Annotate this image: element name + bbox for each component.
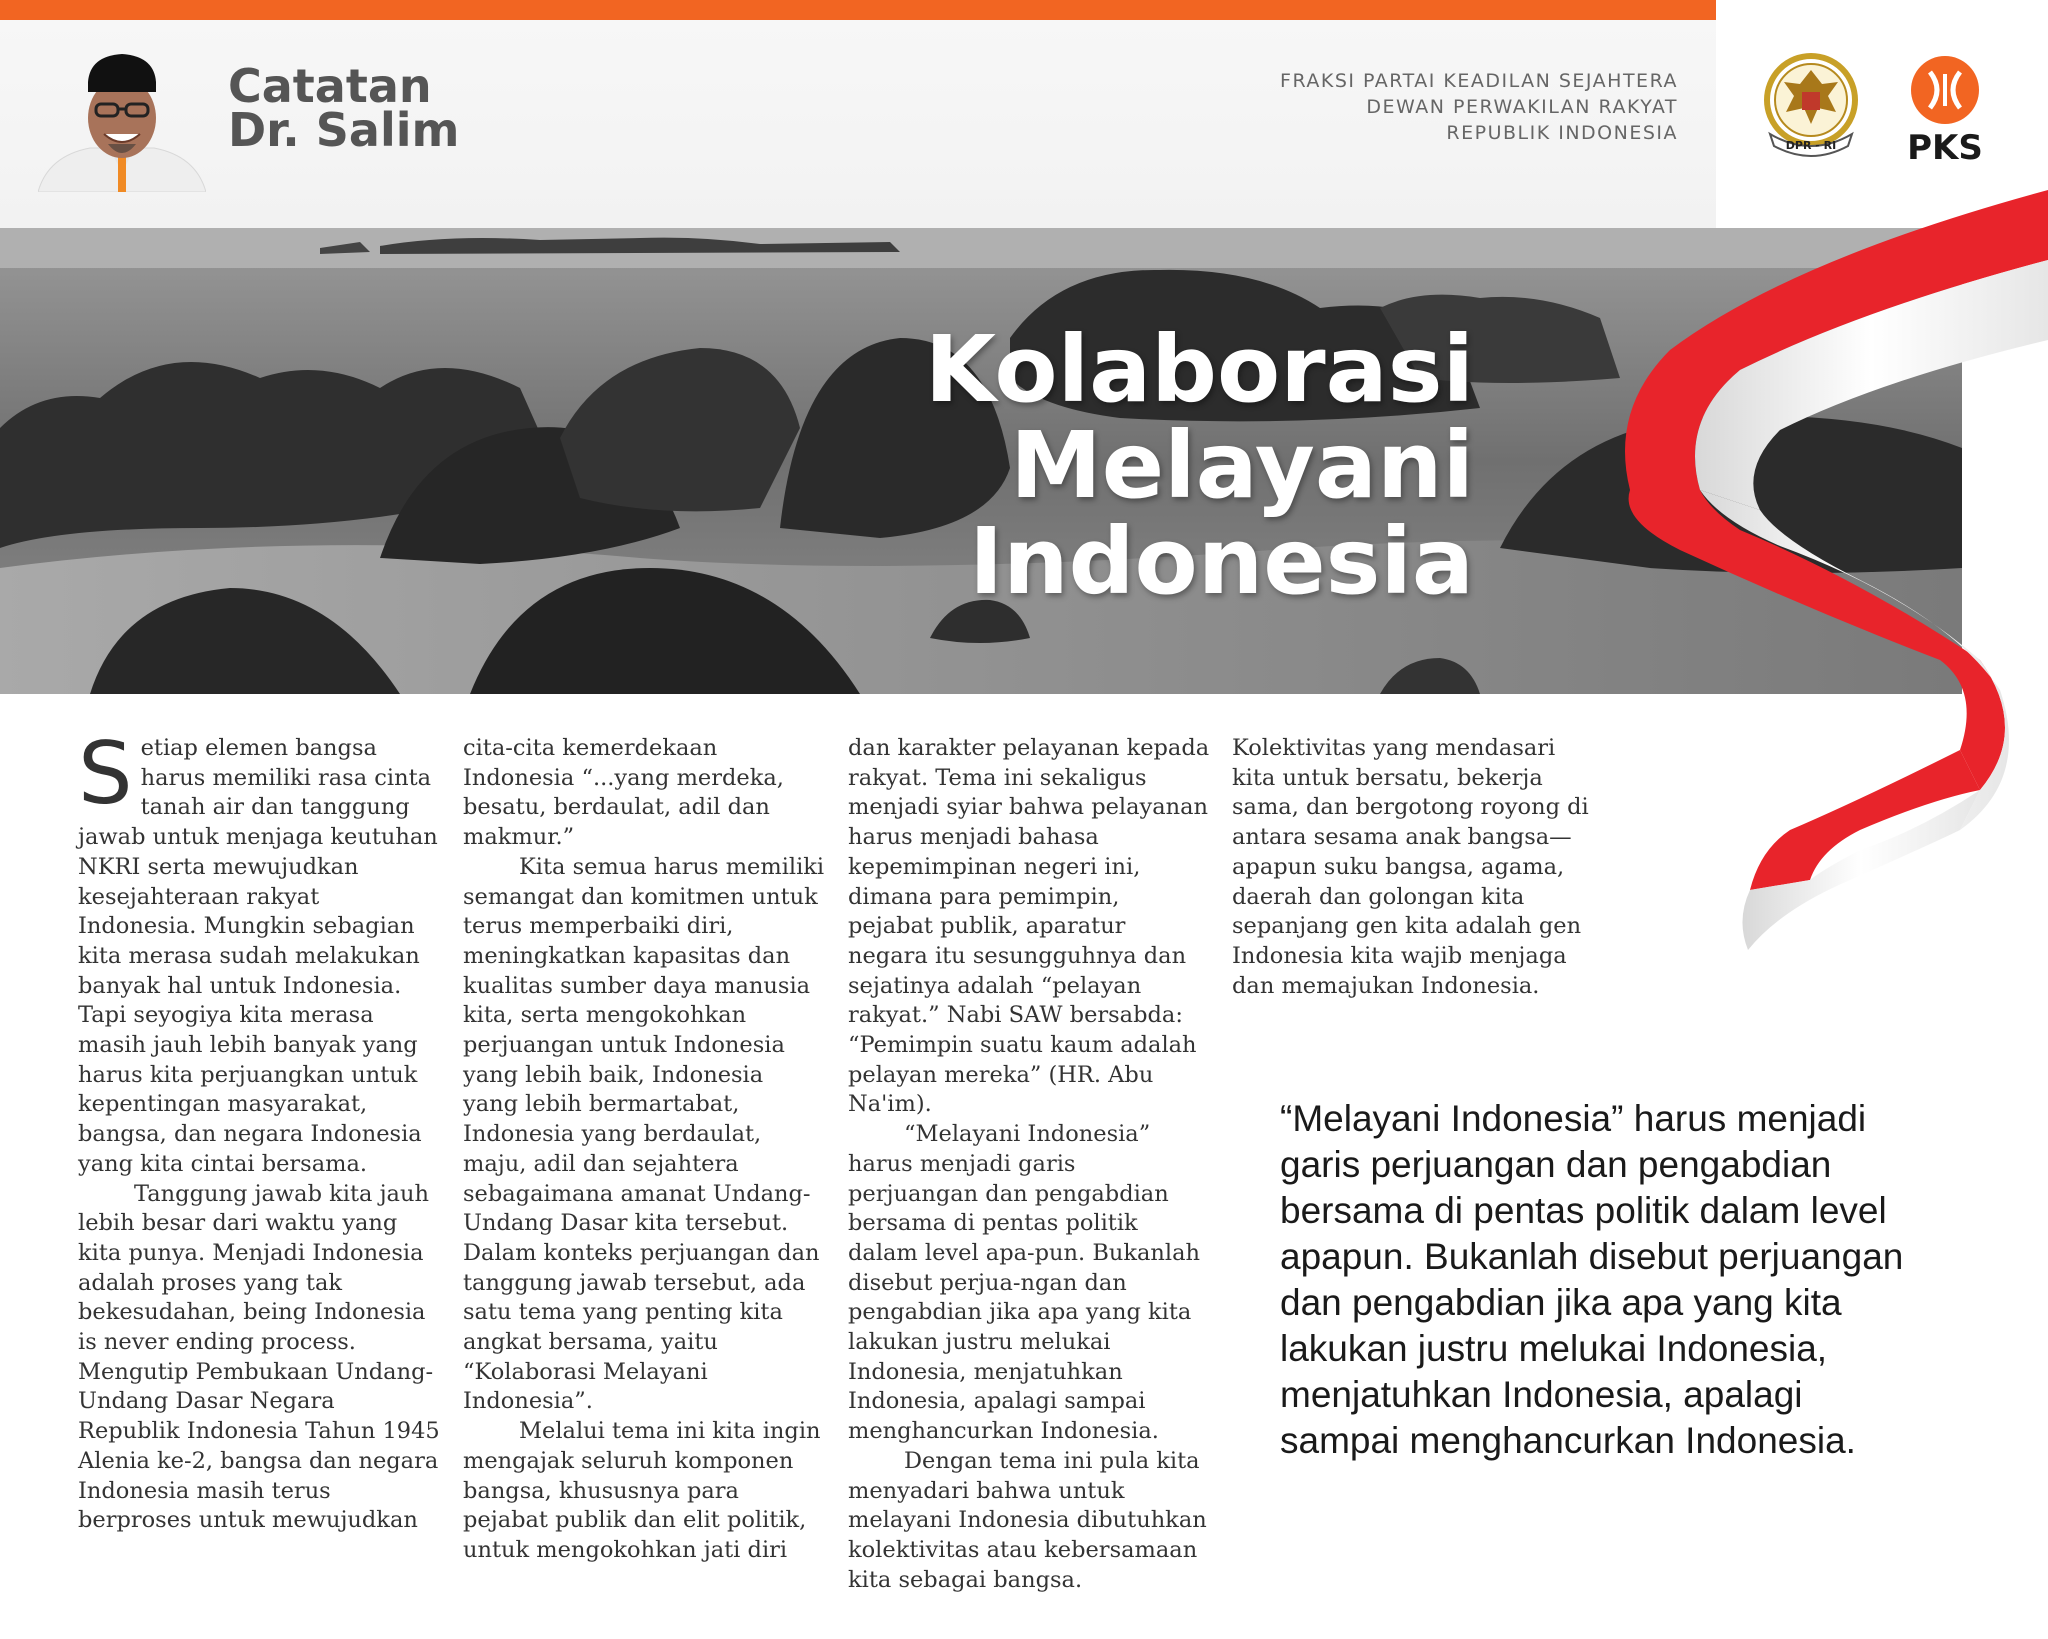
column-title-line2: Dr. Salim <box>228 103 460 157</box>
pks-logo <box>1900 50 1990 170</box>
article-column-1 <box>78 724 440 1536</box>
paragraph: Tanggung jawab kita jauh lebih besar dari waktu yang kita punya. Menjadi Indonesia adalah proses yang tak bekesudahan, being Indonesia is never ending process. Mengutip Pembukaan Undang-Undang Dasar Negara Republik Indonesia Tahun 1945 Alenia ke-2, bangsa dan negara Indonesia masih terus berproses untuk mewujudkan <box>78 1180 440 1534</box>
paragraph: “Melayani Indonesia” harus menjadi garis perjuangan dan pengabdian bersama di pentas politik dalam level apa-pun. Bukanlah disebut perjua-ngan dan pengabdian jika apa yang kita lakukan justru melukai Indonesia, menjatuhkan Indonesia, apalagi sampai menghancurkan Indonesia. <box>848 1121 1200 1445</box>
institution-line-3: REPUBLIK INDONESIA <box>1446 122 1678 144</box>
dpr-emblem-icon <box>1752 48 1870 164</box>
institution-line-2: DEWAN PERWAKILAN RAKYAT <box>1366 96 1678 118</box>
paragraph: Melalui tema ini kita ingin mengajak seluruh komponen bangsa, khususnya para pejabat publik dan elit politik, untuk mengokohkan jati diri <box>463 1418 821 1563</box>
institution-line-1: FRAKSI PARTAI KEADILAN SEJAHTERA <box>1280 70 1678 92</box>
author-avatar <box>38 52 206 192</box>
paragraph: Kolektivitas yang mendasari kita untuk bersatu, bekerja sama, dan bergotong royong di antara sesama anak bangsa—apapun suku bangsa, agama, daerah dan golongan kita sepanjang gen kita adalah gen Indonesia kita wajib menjaga dan memajukan Indonesia. <box>1232 735 1589 999</box>
column-title-line1: Catatan <box>228 59 432 113</box>
title-line-3: Indonesia <box>968 508 1474 615</box>
title-line-1: Kolaborasi <box>924 316 1474 423</box>
paragraph: Dengan tema ini pula kita menyadari bahwa untuk melayani Indonesia dibutuhkan kolektivitas atau kebersamaan kita sebagai bangsa. <box>848 1447 1207 1593</box>
article-column-4 <box>1232 734 1594 1001</box>
article-column-3 <box>848 734 1210 1595</box>
paragraph: cita-cita kemerdekaan Indonesia “...yang merdeka, besatu, berdaulat, adil dan makmur.” <box>463 735 784 851</box>
title-line-2: Melayani <box>1010 412 1474 519</box>
paragraph: dan karakter pelayanan kepada rakyat. Tema ini sekaligus menjadi syiar bahwa pelayanan harus menjadi bahasa kepemimpinan negeri ini, dimana para pemimpin, pejabat publik, aparatur negara itu sesungguhnya dan sejatinya adalah “pelayan rakyat.” Nabi SAW bersabda: “Pemimpin suatu kaum adalah pelayan mereka” (HR. Abu Na'im). <box>848 735 1210 1118</box>
article-column-2 <box>463 734 825 1566</box>
dropcap-paragraph <box>78 724 440 1180</box>
pks-label: PKS <box>1907 128 1983 168</box>
top-accent-bar <box>0 0 1716 20</box>
dpr-label: DPR - RI <box>1785 139 1837 152</box>
article-title <box>924 316 1474 615</box>
flag-ribbon <box>1560 190 2048 960</box>
institution-block <box>1280 68 1678 146</box>
pks-emblem-icon <box>1900 50 1990 130</box>
pull-quote: “Melayani Indonesia” harus menjadi garis perjuangan dan pengabdian bersama di pentas politik dalam level apapun. Bukanlah disebut perjuangan dan pengabdian jika apa yang kita lakukan justru melukai Indonesia, menjatuhkan Indonesia, apalagi sampai menghancurkan Indonesia. <box>1280 1098 1904 1461</box>
paragraph: etiap elemen bangsa harus memiliki rasa cinta tanah air dan tanggung jawab untuk menjaga keutuhan NKRI serta mewujudkan kesejahteraan rakyat Indonesia. Mungkin sebagian kita merasa sudah melakukan banyak hal untuk Indonesia. Tapi seyogiya kita merasa masih jauh lebih banyak yang harus kita perjuangkan untuk kepentingan masyarakat, bangsa, dan negara Indonesia yang kita cintai bersama. <box>78 735 438 1177</box>
paragraph: Kita semua harus memiliki semangat dan komitmen untuk terus memperbaiki diri, meningkatkan kapasitas dan kualitas sumber daya manusia kita, serta mengokohkan perjuangan untuk Indonesia yang lebih baik, Indonesia yang lebih bermartabat, Indonesia yang berdaulat, maju, adil dan sejahtera sebagaimana amanat Undang-Undang Dasar kita tersebut. Dalam konteks perjuangan dan tanggung jawab tersebut, ada satu tema yang penting kita angkat bersama, yaitu “Kolaborasi Melayani Indonesia”. <box>463 853 825 1415</box>
dropcap-letter: S <box>78 724 133 824</box>
column-title <box>228 59 460 157</box>
